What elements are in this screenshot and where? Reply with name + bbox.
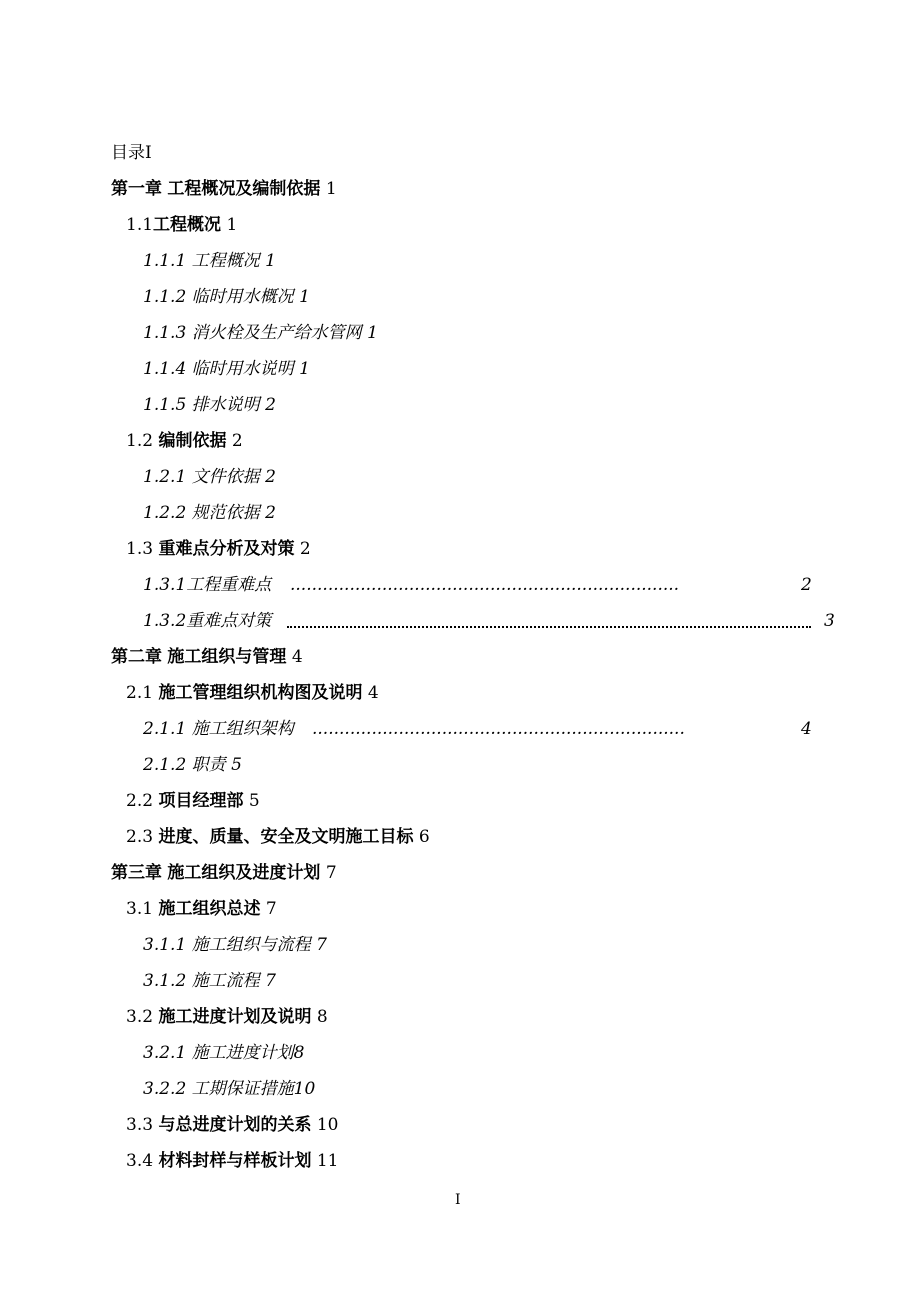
page-number: 7 bbox=[265, 899, 277, 919]
section-num: 2.3 bbox=[126, 827, 154, 847]
toc-title-page: I bbox=[145, 143, 152, 163]
subsection-num: 1.1.4 bbox=[143, 359, 187, 379]
footer-page-number: I bbox=[455, 1192, 461, 1208]
page-number: 5 bbox=[231, 755, 242, 775]
subsection-num: 1.3.2 bbox=[143, 611, 187, 631]
toc-title-text: 目录 bbox=[111, 143, 145, 163]
toc-section-2-2[interactable] bbox=[126, 789, 260, 813]
page-number: 10 bbox=[316, 1115, 339, 1135]
page-number: 2 bbox=[299, 539, 311, 559]
toc-section-3-1[interactable] bbox=[126, 897, 277, 921]
chapter-title: 工程概况及编制依据 bbox=[167, 179, 321, 199]
page-number: 1 bbox=[265, 251, 276, 271]
toc-subsection-3-1-1[interactable] bbox=[143, 933, 327, 957]
subsection-num: 1.1.1 bbox=[143, 251, 187, 271]
chapter-num: 第三章 bbox=[111, 863, 162, 883]
toc-section-1-1[interactable] bbox=[126, 213, 237, 237]
page-number: 1 bbox=[325, 179, 337, 199]
section-title: 施工组织总述 bbox=[158, 899, 261, 919]
subsection-title: 施工组织架构 bbox=[191, 719, 294, 739]
toc-subsection-1-1-4[interactable] bbox=[143, 357, 310, 381]
section-num: 1.3 bbox=[126, 539, 154, 559]
subsection-title: 临时用水概况 bbox=[191, 287, 294, 307]
chapter-title: 施工组织及进度计划 bbox=[167, 863, 321, 883]
page-number: 5 bbox=[248, 791, 260, 811]
section-num: 1.2 bbox=[126, 431, 154, 451]
page-number: 7 bbox=[265, 971, 276, 991]
toc-section-3-3[interactable] bbox=[126, 1113, 339, 1137]
subsection-title: 临时用水说明 bbox=[191, 359, 294, 379]
section-title: 编制依据 bbox=[158, 431, 227, 451]
toc-subsection-1-3-1[interactable] bbox=[143, 573, 271, 597]
section-title: 进度、质量、安全及文明施工目标 bbox=[158, 827, 414, 847]
subsection-title: 文件依据 bbox=[191, 467, 260, 487]
toc-section-1-3[interactable] bbox=[126, 537, 311, 561]
section-title: 重难点分析及对策 bbox=[158, 539, 295, 559]
subsection-num: 1.1.2 bbox=[143, 287, 187, 307]
section-title: 工程概况 bbox=[153, 215, 222, 235]
page-number: 7 bbox=[316, 935, 327, 955]
toc-subsection-3-2-1[interactable] bbox=[143, 1041, 305, 1065]
subsection-title: 重难点对策 bbox=[186, 611, 272, 631]
toc-subsection-2-1-1[interactable] bbox=[143, 717, 294, 741]
subsection-num: 1.3.1 bbox=[143, 575, 187, 595]
toc-chapter-1[interactable] bbox=[111, 177, 337, 201]
section-title: 施工进度计划及说明 bbox=[158, 1007, 312, 1027]
toc-section-2-3[interactable] bbox=[126, 825, 430, 849]
subsection-num: 1.2.1 bbox=[143, 467, 187, 487]
section-num: 1.1 bbox=[126, 215, 154, 235]
page-number: 6 bbox=[418, 827, 430, 847]
subsection-num: 2.1.2 bbox=[143, 755, 187, 775]
subsection-num: 3.1.2 bbox=[143, 971, 187, 991]
section-num: 2.1 bbox=[126, 683, 154, 703]
toc-subsection-3-1-2[interactable] bbox=[143, 969, 276, 993]
toc-subsection-1-3-2[interactable] bbox=[143, 609, 271, 633]
toc-subsection-1-1-1[interactable] bbox=[143, 249, 276, 273]
page-number: 3 bbox=[824, 611, 835, 631]
page-number: 8 bbox=[316, 1007, 328, 1027]
section-num: 3.4 bbox=[126, 1151, 154, 1171]
chapter-num: 第一章 bbox=[111, 179, 162, 199]
toc-section-3-2[interactable] bbox=[126, 1005, 328, 1029]
toc-subsection-1-1-3[interactable] bbox=[143, 321, 378, 345]
toc-chapter-2[interactable] bbox=[111, 645, 303, 669]
subsection-title: 施工流程 bbox=[191, 971, 260, 991]
toc-chapter-3[interactable] bbox=[111, 861, 337, 885]
page-number: 2 bbox=[265, 395, 276, 415]
toc-section-3-4[interactable] bbox=[126, 1149, 339, 1173]
section-title: 与总进度计划的关系 bbox=[158, 1115, 312, 1135]
toc-subsection-3-2-2[interactable] bbox=[143, 1077, 315, 1101]
toc-subsection-1-1-2[interactable] bbox=[143, 285, 310, 309]
page-number: 8 bbox=[293, 1043, 305, 1063]
subsection-title: 排水说明 bbox=[191, 395, 260, 415]
dot-leader: ..................................................................... bbox=[312, 719, 685, 739]
subsection-title: 职责 bbox=[191, 755, 226, 775]
subsection-num: 1.1.3 bbox=[143, 323, 187, 343]
page-number: 7 bbox=[325, 863, 337, 883]
subsection-title: 规范依据 bbox=[191, 503, 260, 523]
section-num: 3.1 bbox=[126, 899, 154, 919]
toc-section-1-2[interactable] bbox=[126, 429, 243, 453]
subsection-num: 2.1.1 bbox=[143, 719, 187, 739]
page-number: 4 bbox=[367, 683, 379, 703]
subsection-title: 工程重难点 bbox=[186, 575, 272, 595]
section-num: 3.3 bbox=[126, 1115, 154, 1135]
page-number: 2 bbox=[801, 575, 812, 595]
page-number: 1 bbox=[226, 215, 238, 235]
section-title: 项目经理部 bbox=[158, 791, 244, 811]
dot-leader: ........................................................................ bbox=[290, 575, 680, 595]
section-num: 2.2 bbox=[126, 791, 154, 811]
toc-subsection-1-2-2[interactable] bbox=[143, 501, 276, 525]
subsection-num: 1.2.2 bbox=[143, 503, 187, 523]
section-num: 3.2 bbox=[126, 1007, 154, 1027]
subsection-num: 3.2.2 bbox=[143, 1079, 187, 1099]
toc-section-2-1[interactable] bbox=[126, 681, 379, 705]
subsection-title: 工程概况 bbox=[191, 251, 260, 271]
dot-leader bbox=[287, 626, 811, 629]
page-number: 1 bbox=[299, 287, 310, 307]
page-number: 2 bbox=[231, 431, 243, 451]
page-number: 1 bbox=[367, 323, 378, 343]
page-number: 4 bbox=[291, 647, 303, 667]
subsection-num: 3.1.1 bbox=[143, 935, 187, 955]
toc-subsection-1-1-5[interactable] bbox=[143, 393, 276, 417]
page-number: 1 bbox=[299, 359, 310, 379]
page-number: 11 bbox=[316, 1151, 339, 1171]
subsection-title: 工期保证措施 bbox=[191, 1079, 294, 1099]
toc-subsection-1-2-1[interactable] bbox=[143, 465, 276, 489]
section-title: 施工管理组织机构图及说明 bbox=[158, 683, 363, 703]
page-number: 2 bbox=[265, 467, 276, 487]
subsection-title: 施工进度计划 bbox=[191, 1043, 294, 1063]
page-number: 10 bbox=[293, 1079, 316, 1099]
chapter-num: 第二章 bbox=[111, 647, 162, 667]
toc-title bbox=[111, 141, 152, 165]
page-number: 2 bbox=[265, 503, 276, 523]
page-number: 4 bbox=[801, 719, 812, 739]
subsection-title: 消火栓及生产给水管网 bbox=[191, 323, 362, 343]
toc-subsection-2-1-2[interactable] bbox=[143, 753, 242, 777]
chapter-title: 施工组织与管理 bbox=[167, 647, 287, 667]
section-title: 材料封样与样板计划 bbox=[158, 1151, 312, 1171]
subsection-num: 1.1.5 bbox=[143, 395, 187, 415]
subsection-num: 3.2.1 bbox=[143, 1043, 187, 1063]
subsection-title: 施工组织与流程 bbox=[191, 935, 311, 955]
